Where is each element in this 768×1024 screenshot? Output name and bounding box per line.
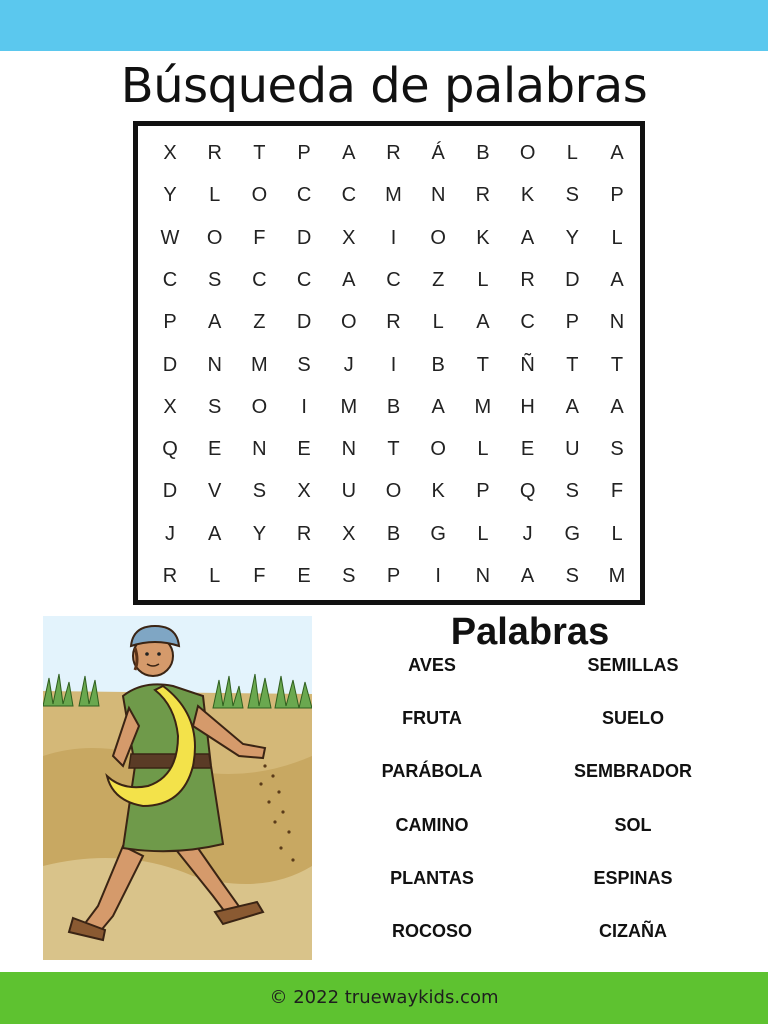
grid-letter: M <box>608 565 626 587</box>
grid-letter: E <box>297 565 311 587</box>
grid-letter: I <box>390 353 397 376</box>
grid-letter: X <box>342 522 356 545</box>
grid-letter: L <box>611 522 623 545</box>
grid-letter: S <box>565 184 579 207</box>
grid-letter: Ñ <box>520 353 535 376</box>
grid-letter: F <box>253 226 266 249</box>
grid-letter: E <box>520 438 535 461</box>
grid-letter: A <box>520 565 535 587</box>
grid-letter: S <box>208 395 222 418</box>
grid-letter: N <box>609 311 625 334</box>
grid-letter: R <box>386 311 401 334</box>
grid-letter: J <box>165 522 175 545</box>
word-item: FRUTA <box>402 708 462 728</box>
grid-letter: Q <box>162 438 178 461</box>
word-item: CIZAÑA <box>599 921 667 941</box>
grid-letter: L <box>432 311 444 334</box>
grid-letter: T <box>476 353 489 376</box>
grid-letter: S <box>297 353 311 376</box>
grid-letter: R <box>386 142 401 164</box>
word-search-grid <box>133 121 645 605</box>
grid-letter: J <box>343 353 354 376</box>
grid-letter: O <box>341 311 357 334</box>
grid-letter: S <box>610 438 624 461</box>
grid-letter: C <box>296 268 312 291</box>
grid-letter: N <box>430 184 446 207</box>
grid-letter: P <box>565 311 579 334</box>
grid-letter: M <box>385 184 402 207</box>
grid-letter: X <box>163 142 177 164</box>
grid-letter: C <box>252 268 267 291</box>
grid-letter: K <box>431 480 445 503</box>
grid-letter: B <box>431 353 445 376</box>
grid-letter: A <box>520 226 535 249</box>
grid-letter: O <box>430 226 446 249</box>
grid-letter: K <box>520 184 535 207</box>
grid-letter: L <box>477 522 489 545</box>
grid-letter: A <box>208 311 222 334</box>
grid-letter: R <box>475 184 491 207</box>
grid-letter: D <box>296 311 312 334</box>
grid-letter: R <box>520 268 535 291</box>
grid-letter: L <box>566 142 578 164</box>
grid-letter: G <box>564 522 581 545</box>
grid-letter: S <box>208 268 222 291</box>
grid-letter: D <box>162 480 178 503</box>
grid-letter: F <box>610 480 624 503</box>
grid-letter: H <box>520 395 535 418</box>
grid-letter: A <box>565 395 579 418</box>
grid-letter: Y <box>163 184 177 207</box>
grid-letter: I <box>435 565 441 587</box>
grid-letter: D <box>296 226 312 249</box>
grid-letter: M <box>340 395 358 418</box>
grid-letter: I <box>301 395 307 418</box>
grid-letter: Z <box>253 311 266 334</box>
grid-letter: A <box>476 311 490 334</box>
grid-letter: L <box>209 184 221 207</box>
grid-letter: G <box>430 522 446 545</box>
grid-letter: S <box>342 565 356 587</box>
word-item: SUELO <box>601 708 664 728</box>
grid-letter: P <box>476 480 490 503</box>
grid-letter: E <box>297 438 311 461</box>
grid-letter: C <box>520 311 535 334</box>
grid-letter: B <box>476 142 490 164</box>
grid-letter: M <box>474 395 492 418</box>
grid-letter: A <box>342 268 356 291</box>
sower-illustration <box>43 616 312 960</box>
grid-letter: A <box>208 522 222 545</box>
grid-letter: P <box>297 142 311 164</box>
grid-letter: A <box>610 268 624 291</box>
word-item: CAMINO <box>395 815 469 835</box>
grid-letter: R <box>162 565 178 587</box>
word-item: PLANTAS <box>390 868 474 888</box>
grid-letter: L <box>477 268 489 291</box>
grid-letter: N <box>207 353 222 376</box>
grid-letter: C <box>296 184 312 207</box>
grid-letter: N <box>475 565 491 587</box>
grid-letter: P <box>163 311 177 334</box>
grid-letter: A <box>342 142 356 164</box>
grid-letter: A <box>431 395 445 418</box>
grid-letter: Á <box>431 142 445 164</box>
grid-letter: S <box>565 480 579 503</box>
grid-letter: S <box>252 480 267 503</box>
grid-letter: K <box>476 226 490 249</box>
grid-letter: U <box>341 480 357 503</box>
top-color-bar <box>0 0 768 51</box>
grid-letter: Y <box>252 522 267 545</box>
grid-letter: E <box>208 438 222 461</box>
grid-letter: O <box>251 395 268 418</box>
word-item: SOL <box>614 815 652 835</box>
grid-letter: X <box>297 480 311 503</box>
grid-letter: J <box>522 522 533 545</box>
word-item: SEMILLAS <box>587 655 679 675</box>
grid-letter: Z <box>432 268 445 291</box>
grid-letter: N <box>252 438 267 461</box>
grid-letter: C <box>341 184 357 207</box>
word-item: ROCOSO <box>391 921 472 941</box>
grid-letter: X <box>163 395 177 418</box>
grid-letter: T <box>387 438 400 461</box>
grid-letter: R <box>296 522 312 545</box>
grid-letter: T <box>566 353 579 376</box>
grid-letter: C <box>386 268 401 291</box>
grid-letter: F <box>253 565 266 587</box>
grid-letter: S <box>565 565 579 587</box>
grid-letter: B <box>386 522 401 545</box>
grid-letter: L <box>611 226 623 249</box>
grid-letter: N <box>341 438 357 461</box>
grid-letter: A <box>610 142 624 164</box>
grid-letter: A <box>610 395 624 418</box>
grid-letter: M <box>251 353 268 376</box>
grid-letter: X <box>342 226 356 249</box>
grid-letter: O <box>206 226 223 249</box>
footer-copyright[interactable]: © 2022 truewaykids.com <box>269 987 499 1008</box>
word-item: PARÁBOLA <box>381 761 483 781</box>
grid-letter: Y <box>565 226 579 249</box>
grid-letter: T <box>610 353 624 376</box>
grid-letter: V <box>208 480 222 503</box>
grid-letter: D <box>162 353 178 376</box>
grid-letter: P <box>386 565 401 587</box>
grid-letter: O <box>251 184 268 207</box>
grid-letter: D <box>565 268 580 291</box>
grid-letter: Q <box>519 480 536 503</box>
grid-letter: P <box>610 184 624 207</box>
grid-letter: O <box>385 480 402 503</box>
grid-letter: B <box>386 395 401 418</box>
grid-letter: U <box>565 438 580 461</box>
word-item: ESPINAS <box>593 868 673 888</box>
grid-letter: W <box>160 226 180 249</box>
grid-letter: C <box>162 268 178 291</box>
grid-letter: T <box>253 142 266 164</box>
grid-letter: O <box>430 438 446 461</box>
grid-letter: L <box>209 565 221 587</box>
page-title: Búsqueda de palabras <box>120 58 648 114</box>
grid-letter: L <box>477 438 489 461</box>
word-item: AVES <box>408 655 456 675</box>
grid-letter: I <box>390 226 397 249</box>
word-item: SEMBRADOR <box>573 761 692 781</box>
grid-letter: O <box>519 142 536 164</box>
word-list-title: Palabras <box>450 611 610 653</box>
grid-letter: R <box>207 142 222 164</box>
